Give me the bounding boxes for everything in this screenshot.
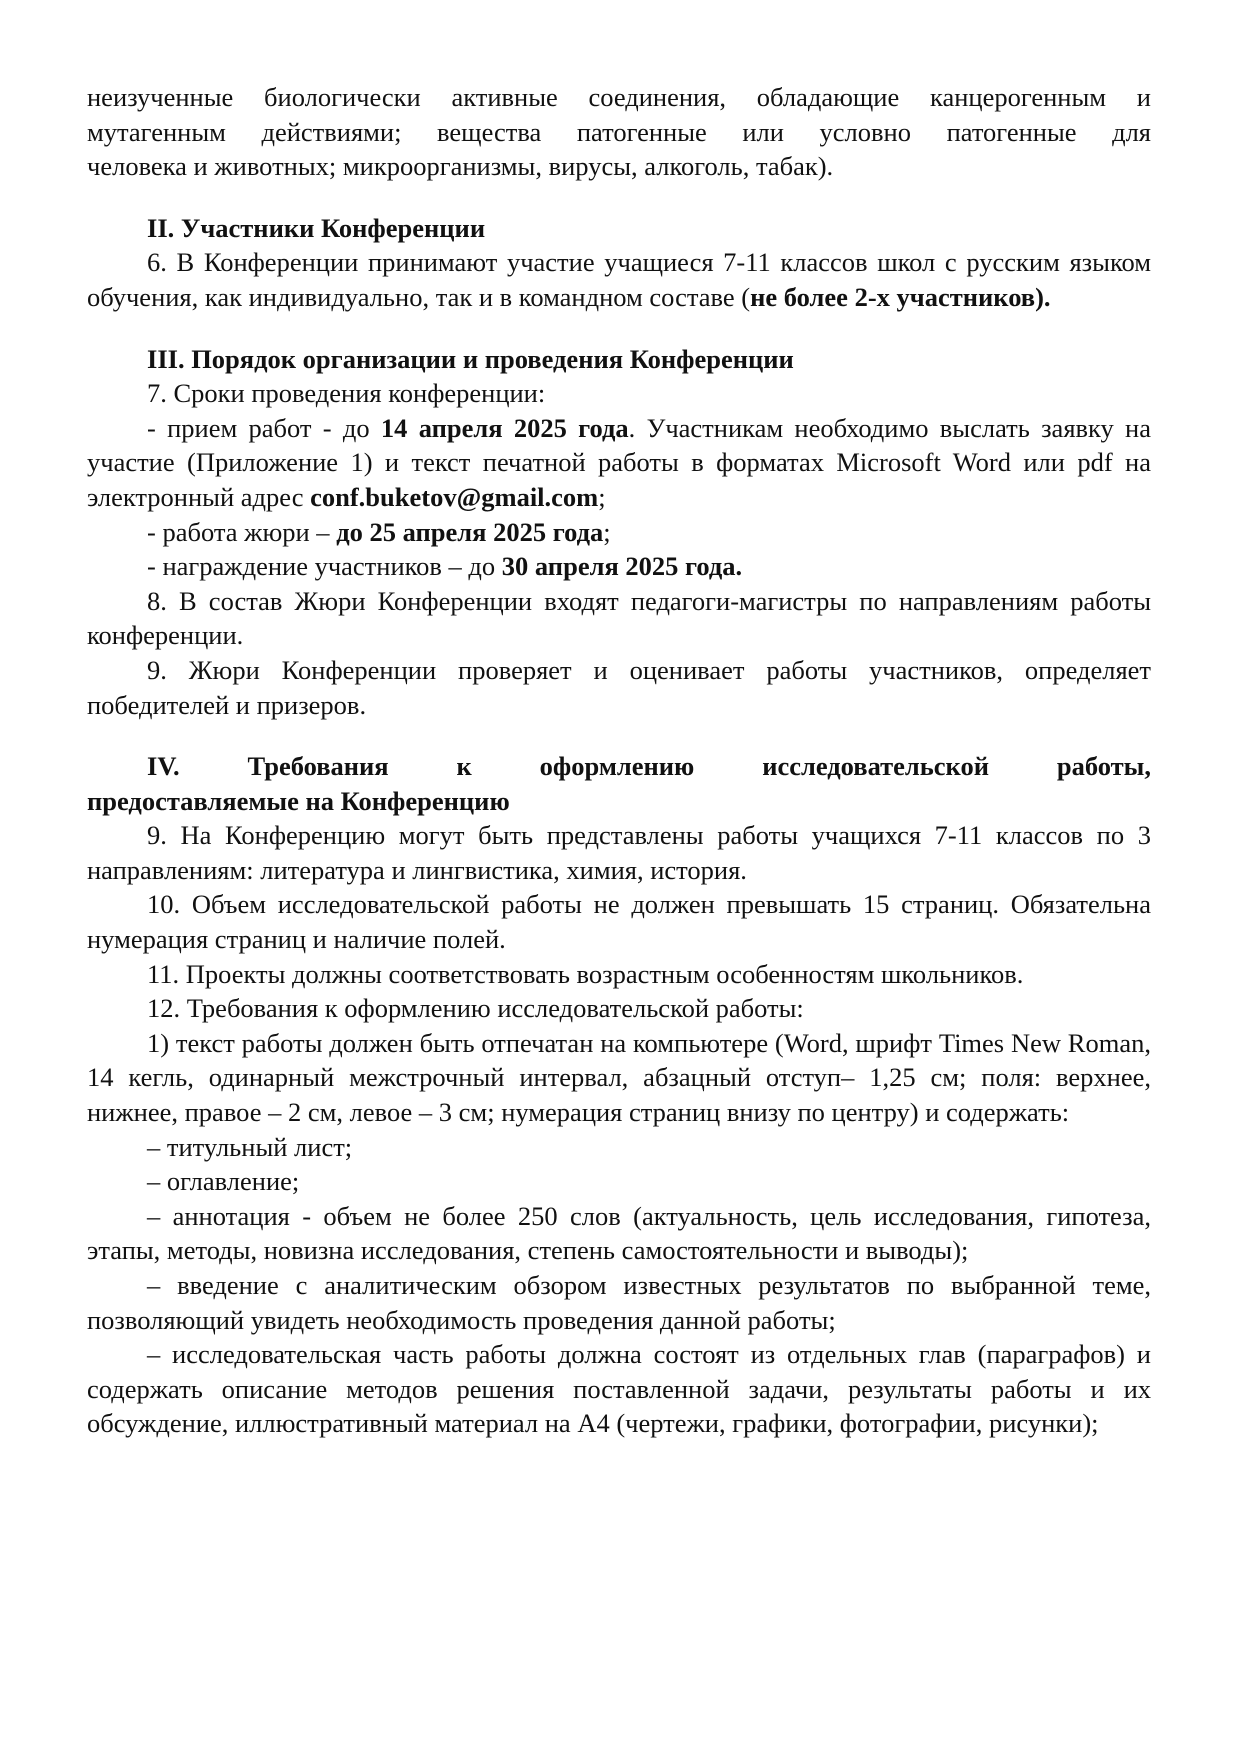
bullet-jury-text: - работа жюри –: [147, 516, 337, 547]
paragraph-6: [87, 245, 1151, 314]
list-item: – введение с аналитическим обзором известных результатов по выбранной теме, позволяющий увидеть необходимость проведения данной работы;: [87, 1270, 1151, 1335]
paragraph-12: 12. Требования к оформлению исследовательской работы:: [147, 993, 804, 1024]
intro-line-1: неизученные биологически активные соединения, обладающие канцерогенным и: [87, 82, 1151, 112]
email-address: conf.buketov@gmail.com: [310, 481, 599, 512]
intro-paragraph: [87, 80, 1151, 184]
paragraph-8: 8. В состав Жюри Конференции входят педагоги-магистры по направлениям работы конференции.: [87, 585, 1151, 651]
bullet-award-text: - награждение участников – до: [147, 551, 502, 582]
bullet-submission-text: - прием работ - до: [147, 412, 381, 443]
heading-word: к: [456, 751, 472, 782]
section-4-heading: [87, 749, 1151, 818]
paragraph-6-bold: не более 2-х участников).: [750, 281, 1051, 312]
section-2-heading: II. Участники Конференции: [147, 212, 486, 243]
section-4-heading-line-2: предоставляемые на Конференцию: [87, 785, 510, 816]
bullet-jury-end: ;: [603, 516, 611, 547]
award-deadline: 30 апреля 2025 года.: [501, 551, 743, 582]
jury-deadline: до 25 апреля 2025 года: [336, 516, 604, 547]
paragraph-9b: 9. На Конференцию могут быть представлены работы учащихся 7-11 классов по 3 направлениям: литература и лингвистика, химия, история.: [87, 820, 1151, 885]
list-item: – аннотация - объем не более 250 слов (актуальность, цель исследования, гипотеза, этапы, методы, новизна исследования, степень самостоятельности и выводы);: [87, 1200, 1151, 1266]
paragraph-10: 10. Объем исследовательской работы не должен превышать 15 страниц. Обязательна нумерация страниц и наличие полей.: [87, 889, 1151, 955]
heading-word: исследовательской: [762, 751, 989, 782]
section-4-heading-line-1: [87, 749, 1151, 784]
list-item: – титульный лист;: [147, 1131, 353, 1162]
heading-word: IV.: [147, 751, 180, 782]
paragraph-12-1: 1) текст работы должен быть отпечатан на компьютере (Word, шрифт Times New Roman, 14 кегль, одинарный межстрочный интервал, абзацный отступ– 1,25 см; поля: верхнее, нижнее, правое – 2 см, левое – 3 см; нумерация страниц внизу по центру) и содержать:: [87, 1027, 1151, 1128]
intro-line-3: человека и животных; микроорганизмы, вирусы, алкоголь, табак).: [87, 151, 834, 182]
heading-word: Требования: [247, 751, 389, 782]
heading-word: работы,: [1056, 751, 1151, 782]
section-3-heading: III. Порядок организации и проведения Конференции: [147, 343, 794, 374]
intro-line-2: мутагенным действиями; вещества патогенные или условно патогенные для: [87, 116, 1151, 147]
paragraph-11: 11. Проекты должны соответствовать возрастным особенностям школьников.: [147, 958, 1024, 989]
heading-word: оформлению: [539, 751, 695, 782]
list-item: – оглавление;: [147, 1166, 300, 1197]
bullet-jury: [87, 515, 1151, 550]
paragraph-9: 9. Жюри Конференции проверяет и оценивает работы участников, определяет победителей и призеров.: [87, 654, 1151, 720]
bullet-submission-text-2: . Участникам необходимо выслать заявку на участие (Приложение 1) и текст печатной работы в форматах Microsoft Word или pdf на электронный адрес: [87, 412, 1151, 512]
bullet-submission: [87, 411, 1151, 515]
bullet-submission-end: ;: [598, 481, 606, 512]
bullet-award: [87, 549, 1151, 584]
submission-deadline: 14 апреля 2025 года: [380, 412, 629, 443]
paragraph-7: 7. Сроки проведения конференции:: [147, 378, 546, 409]
list-item: – исследовательская часть работы должна состоят из отдельных глав (параграфов) и содержать описание методов решения поставленной задачи, результаты работы и их обсуждение, иллюстративный материал на А4 (чертежи, графики, фотографии, рисунки);: [87, 1339, 1151, 1439]
paragraph-6-text: 6. В Конференции принимают участие учащиеся 7-11 классов школ с русским языком обучения, как индивидуально, так и в командном составе (: [87, 247, 1151, 312]
